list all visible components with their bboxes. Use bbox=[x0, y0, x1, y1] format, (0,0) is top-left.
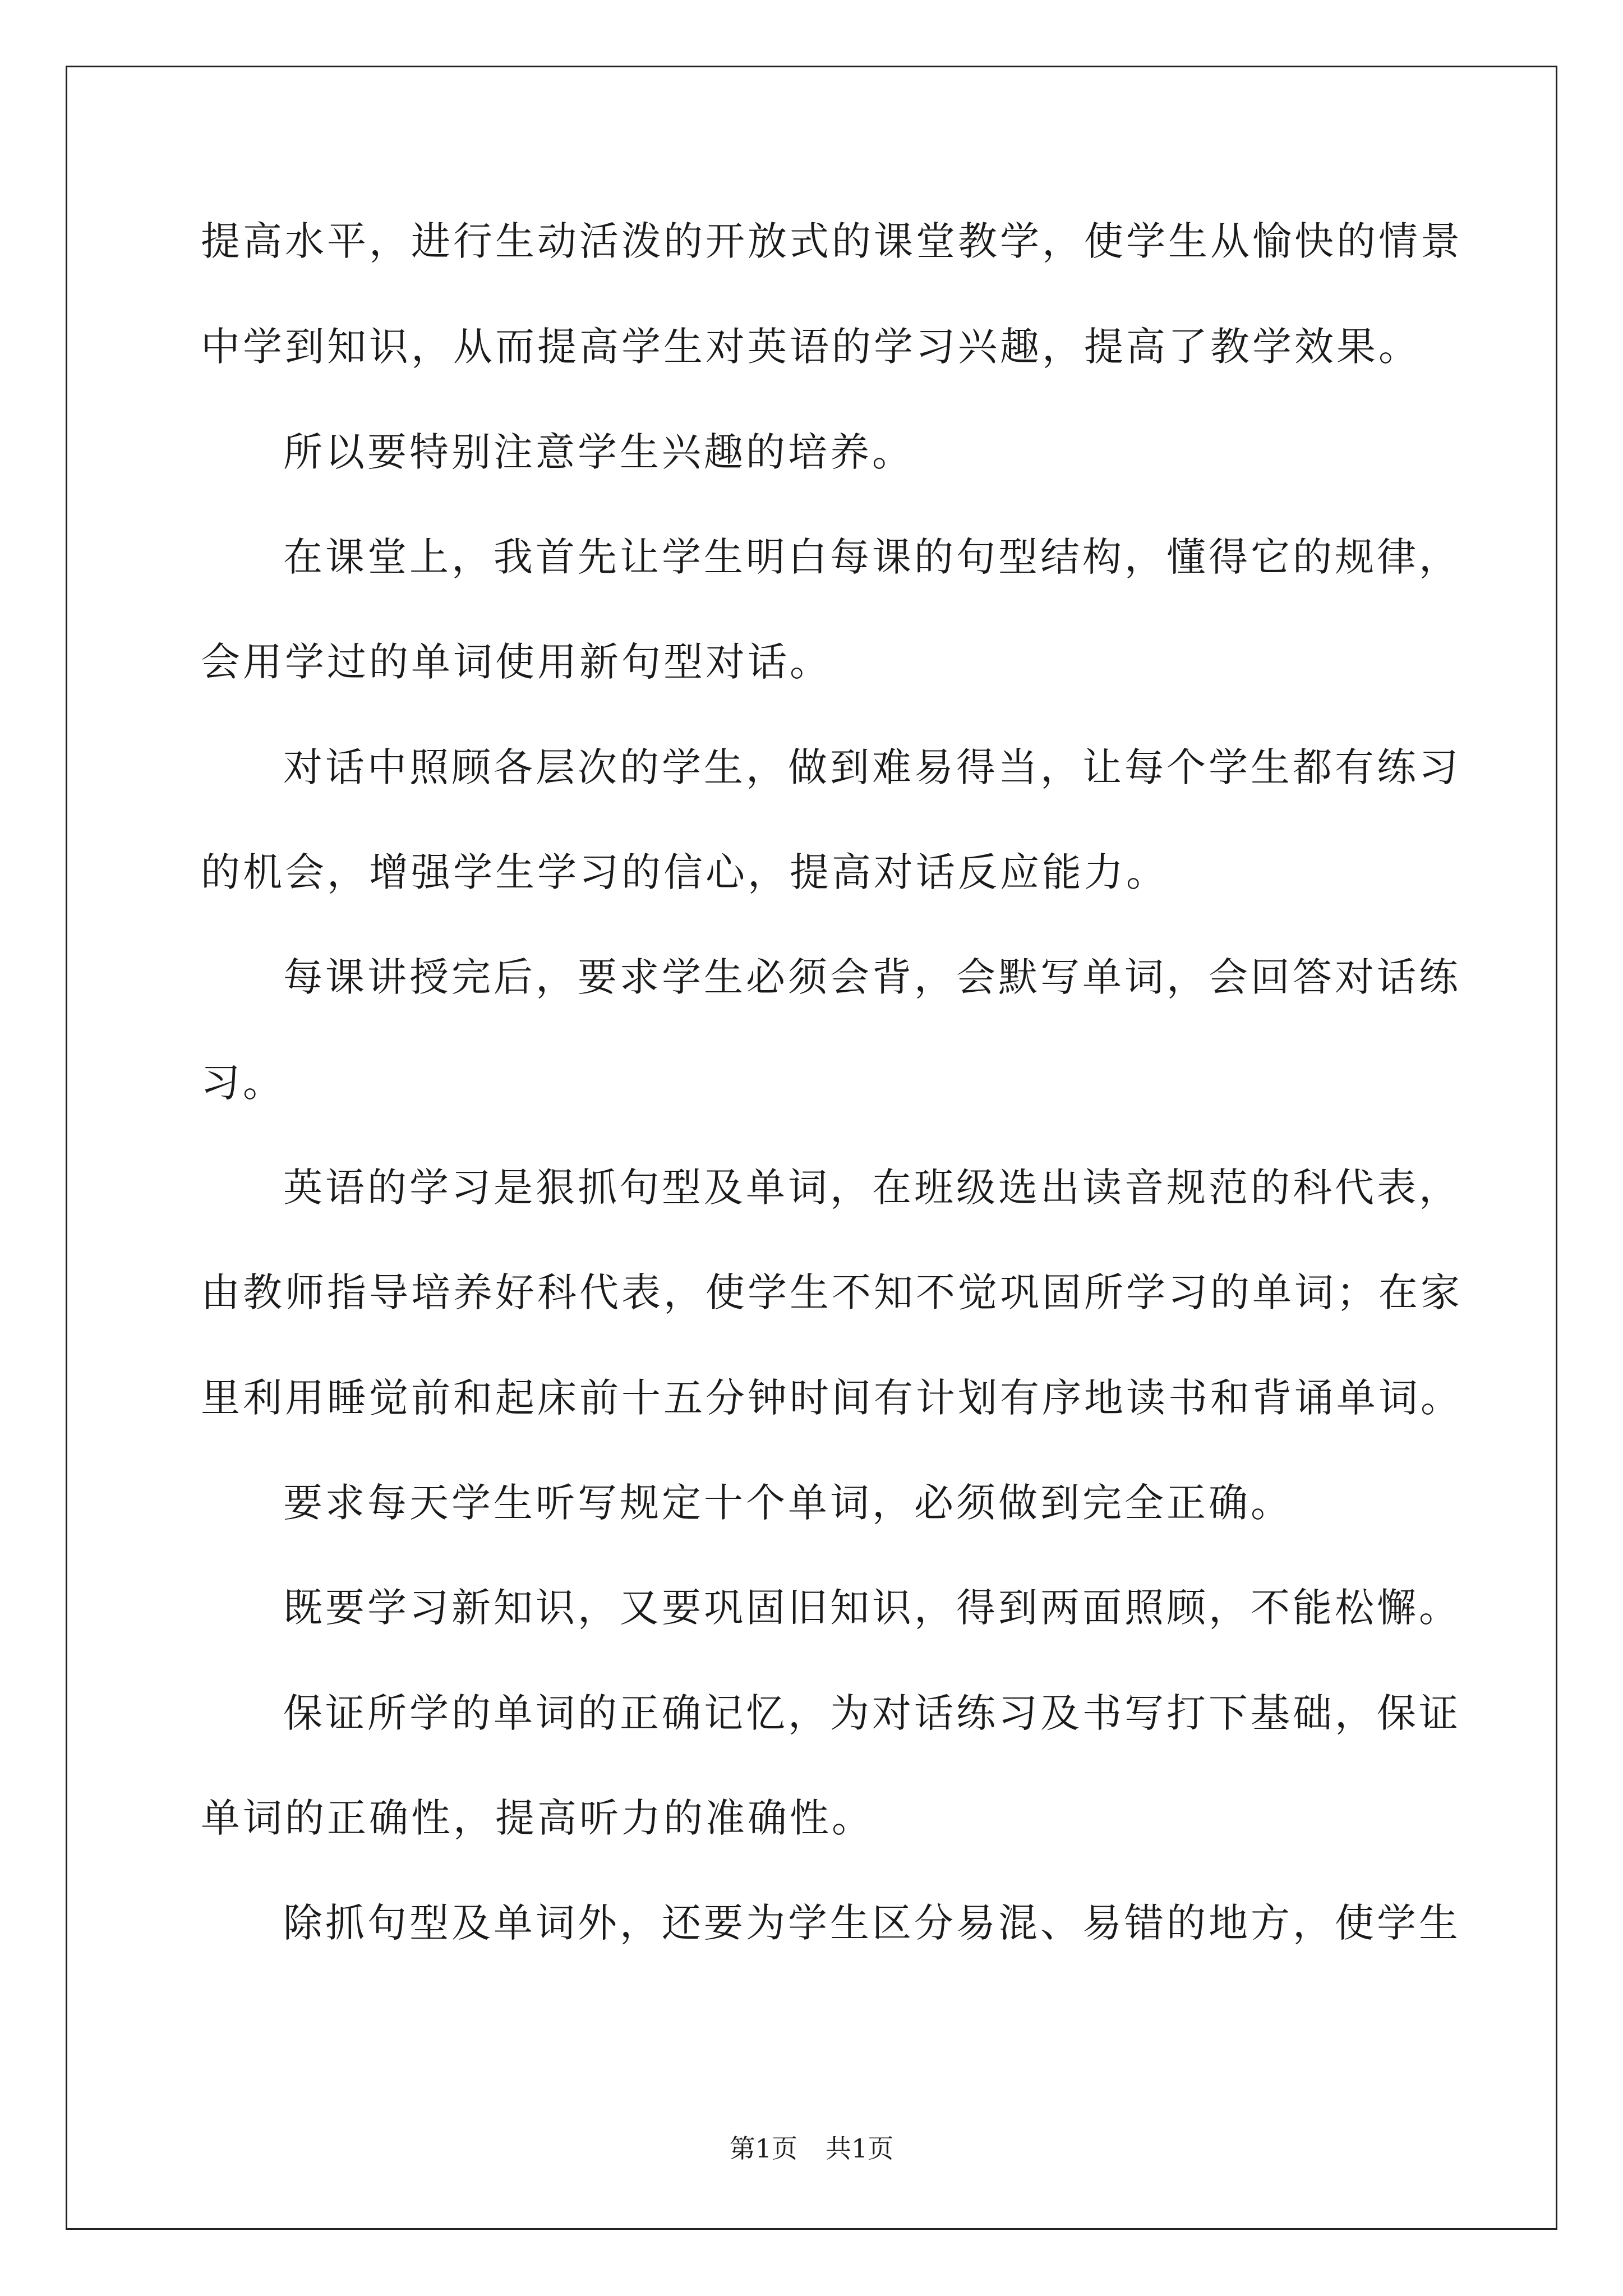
paragraph-line: 保证所学的单词的正确记忆，为对话练习及书写打下基础，保证 bbox=[283, 1690, 1461, 1736]
text-line: 由教师指导培养好科代表，使学生不知不觉巩固所学习的单词；在家 bbox=[201, 1269, 1463, 1315]
page-number: 第1页 bbox=[729, 2133, 797, 2164]
text-line: 会用学过的单词使用新句型对话。 bbox=[201, 639, 832, 685]
page-total: 共1页 bbox=[826, 2133, 894, 2164]
text-line: 单词的正确性，提高听力的准确性。 bbox=[201, 1795, 874, 1841]
paragraph-line: 既要学习新知识，又要巩固旧知识，得到两面照顾，不能松懈。 bbox=[283, 1585, 1461, 1631]
text-line: 中学到知识，从而提高学生对英语的学习兴趣，提高了教学效果。 bbox=[201, 324, 1421, 370]
text-line: 习。 bbox=[201, 1060, 285, 1106]
paragraph-line: 要求每天学生听写规定十个单词，必须做到完全正确。 bbox=[283, 1480, 1293, 1526]
text-line: 的机会，增强学生学习的信心，提高对话反应能力。 bbox=[201, 849, 1168, 895]
text-line: 里利用睡觉前和起床前十五分钟时间有计划有序地读书和背诵单词。 bbox=[201, 1375, 1463, 1421]
paragraph-line: 在课堂上，我首先让学生明白每课的句型结构，懂得它的规律， bbox=[283, 534, 1461, 580]
paragraph-line: 对话中照顾各层次的学生，做到难易得当，让每个学生都有练习 bbox=[283, 744, 1461, 790]
page-footer bbox=[0, 2132, 1623, 2165]
text-line: 提高水平，进行生动活泼的开放式的课堂教学，使学生从愉快的情景 bbox=[201, 218, 1463, 264]
paragraph-line: 英语的学习是狠抓句型及单词，在班级选出读音规范的科代表， bbox=[283, 1165, 1461, 1211]
paragraph-line: 除抓句型及单词外，还要为学生区分易混、易错的地方，使学生 bbox=[283, 1900, 1461, 1946]
paragraph-line: 每课讲授完后，要求学生必须会背，会默写单词，会回答对话练 bbox=[283, 954, 1461, 1000]
paragraph-line: 所以要特别注意学生兴趣的培养。 bbox=[283, 429, 914, 475]
